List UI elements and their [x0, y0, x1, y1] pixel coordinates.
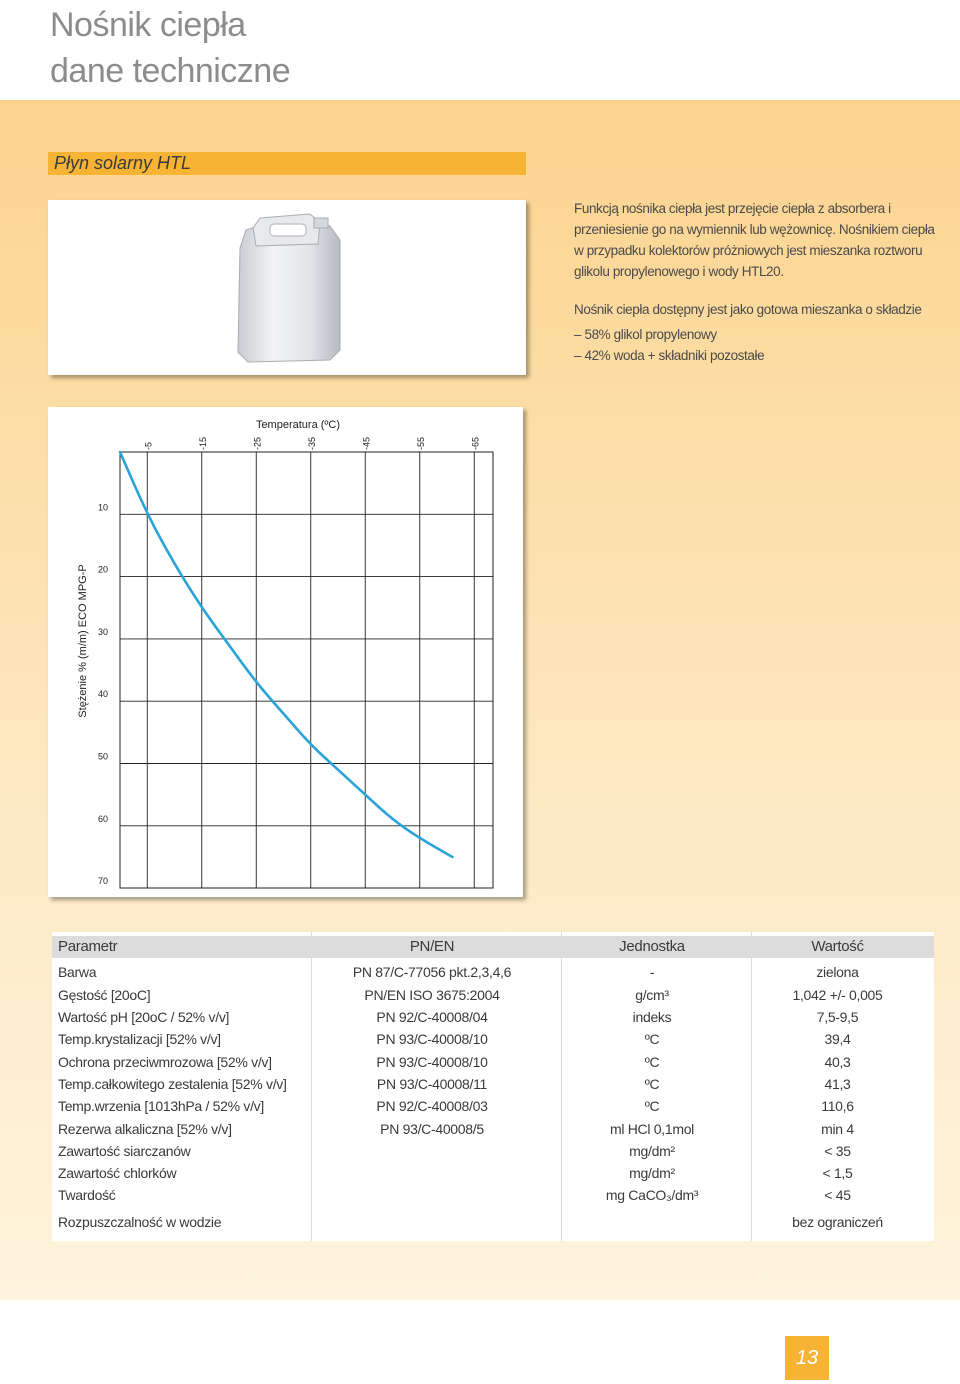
table-cell [313, 1140, 551, 1162]
table-cell: Temp.całkowitego zestalenia [52% v/v] [58, 1076, 287, 1092]
table-row [52, 1006, 934, 1028]
table-row [52, 1162, 934, 1184]
table-cell: zielona [816, 964, 859, 980]
table-cell: < 1,5 [822, 1165, 853, 1181]
y-tick-label: 10 [97, 502, 108, 513]
table-cell [563, 1211, 741, 1233]
table-cell [313, 1184, 551, 1206]
table-header-cell: Wartość [811, 938, 864, 955]
x-tick-label: -25 [252, 436, 263, 450]
table-cell: Zawartość chlorków [58, 1165, 177, 1181]
title-line-1: Nośnik ciepła [50, 6, 246, 44]
table-cell: < 35 [824, 1143, 851, 1159]
table-cell: ºC [644, 1054, 660, 1070]
product-name: Płyn solarny HTL [54, 153, 192, 173]
table-cell: ml HCl 0,1mol [609, 1121, 694, 1137]
description-paragraph-1: Funkcją nośnika ciepła jest przejęcie ciepła z absorbera i przeniesienie go na wymiennik lub wężownicę. Nośnikiem ciepła w przypadku kolektorów próżniowych jest mieszanka roztworu glikolu propylenowego i wody HTL20. [574, 201, 935, 279]
table-header-cell: PN/EN [409, 938, 455, 955]
y-tick-label: 70 [97, 876, 108, 887]
table-cell: Twardość [58, 1187, 116, 1203]
table-cell [313, 1162, 551, 1184]
technical-data-table [52, 932, 934, 1241]
table-cell: PN 93/C-40008/5 [380, 1121, 484, 1137]
page-title [50, 2, 290, 94]
table-cell: 1,042 +/- 0,005 [792, 987, 883, 1003]
table-cell: ºC [644, 1076, 660, 1092]
series-line [120, 452, 452, 857]
x-tick-label: -55 [415, 436, 426, 450]
x-tick-label: -15 [197, 436, 208, 450]
table-row [52, 1095, 934, 1117]
description [574, 198, 946, 366]
table-cell: Zawartość siarczanów [58, 1143, 191, 1159]
canister-image [48, 200, 526, 375]
table-cell: 7,5-9,5 [816, 1009, 859, 1025]
table-cell: PN 93/C-40008/10 [376, 1031, 488, 1047]
table-cell: PN 92/C-40008/04 [376, 1009, 488, 1025]
y-tick-label: 60 [97, 813, 108, 824]
table-cell: Gęstość [20oC] [58, 987, 151, 1003]
table-cell: mg CaCO₃/dm³ [605, 1187, 699, 1203]
product-photo [48, 200, 526, 375]
table-cell [313, 1211, 551, 1233]
table-cell: 41,3 [824, 1076, 851, 1092]
plot-frame [120, 452, 493, 888]
table-row [52, 1118, 934, 1140]
y-axis-label: Stężenie % (m/m) ECO MPG-P [77, 564, 89, 718]
chart-title: Temperatura (ºC) [255, 419, 341, 431]
table-cell: min 4 [821, 1121, 854, 1137]
y-tick-label: 20 [97, 564, 108, 575]
y-tick-label: 30 [97, 626, 108, 637]
y-tick-label: 40 [97, 689, 108, 700]
x-tick-label: -35 [306, 436, 317, 450]
composition-item-2: – 42% woda + składniki pozostałe [574, 348, 765, 363]
table-cell: 40,3 [824, 1054, 851, 1070]
x-tick-label: -45 [361, 436, 372, 450]
chart-svg [48, 407, 523, 897]
composition-item-1: – 58% glikol propylenowy [574, 327, 717, 342]
table-cell: bez ograniczeń [792, 1214, 883, 1230]
y-tick-label: 50 [97, 751, 108, 762]
table-cell: PN 93/C-40008/11 [376, 1076, 488, 1092]
table-cell: PN 93/C-40008/10 [376, 1054, 488, 1070]
product-name-bar [48, 152, 526, 175]
table-row [52, 1211, 934, 1233]
table-row [52, 1140, 934, 1162]
title-line-2: dane techniczne [50, 52, 291, 90]
table-cell: Barwa [58, 964, 97, 980]
table-row [52, 1184, 934, 1206]
table-cell: Ochrona przeciwmrozowa [52% v/v] [58, 1054, 272, 1070]
table-header-row [52, 936, 934, 958]
chart-ticks [98, 437, 480, 886]
table-cell: PN 87/C-77056 pkt.2,3,4,6 [352, 964, 512, 980]
table-cell: 39,4 [824, 1031, 851, 1047]
table-cell: Wartość pH [20oC / 52% v/v] [58, 1009, 230, 1025]
table-row [52, 1073, 934, 1095]
table-cell: ºC [644, 1031, 660, 1047]
table-cell: Temp.krystalizacji [52% v/v] [58, 1031, 221, 1047]
x-tick-label: -5 [143, 441, 154, 450]
table-cell: Rozpuszczalność w wodzie [58, 1214, 222, 1230]
description-paragraph-2: Nośnik ciepła dostępny jest jako gotowa mieszanka o składzie [574, 302, 922, 317]
table-cell: ºC [644, 1098, 660, 1114]
table-cell: PN 92/C-40008/03 [376, 1098, 488, 1114]
chart-series [120, 452, 452, 857]
x-tick-label: -65 [470, 436, 481, 450]
chart-grid [120, 452, 493, 888]
table-cell: - [649, 964, 655, 980]
table-row [52, 984, 934, 1006]
table-row [52, 1051, 934, 1073]
table-cell: mg/dm² [629, 1143, 675, 1159]
table-cell: PN/EN ISO 3675:2004 [364, 987, 500, 1003]
table-cell: indeks [632, 1009, 672, 1025]
table-row [52, 1028, 934, 1050]
table-cell: Rezerwa alkaliczna [52% v/v] [58, 1121, 232, 1137]
table-cell: < 45 [824, 1187, 851, 1203]
table-row [52, 961, 934, 983]
table-header-cell: Jednostka [619, 938, 685, 955]
page-number: 13 [785, 1336, 829, 1380]
table-cell: Temp.wrzenia [1013hPa / 52% v/v] [58, 1098, 264, 1114]
table-cell: g/cm³ [635, 987, 669, 1003]
freezing-chart [48, 407, 523, 897]
table-header-cell: Parametr [58, 938, 118, 955]
table-cell: 110,6 [821, 1098, 854, 1114]
table-cell: mg/dm² [629, 1165, 675, 1181]
